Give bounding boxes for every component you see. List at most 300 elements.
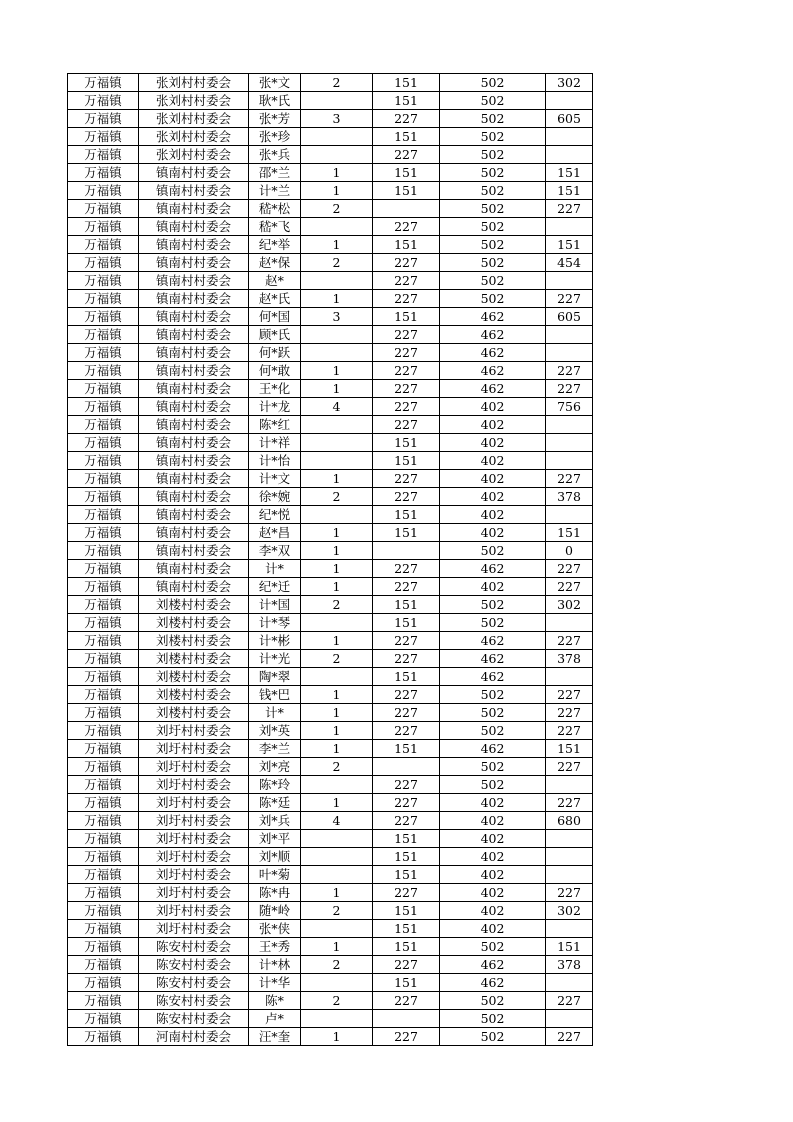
count-cell: [301, 776, 373, 794]
count-cell: [301, 92, 373, 110]
count-cell: [301, 146, 373, 164]
amount-a-cell: 227: [373, 632, 440, 650]
amount-a-cell: 151: [373, 74, 440, 92]
amount-a-cell: 227: [373, 812, 440, 830]
table-row: [68, 254, 593, 272]
total-cell: 151: [546, 236, 593, 254]
name-cell: 耿*氏: [249, 92, 301, 110]
amount-a-cell: 151: [373, 236, 440, 254]
village-committee-cell: 陈安村村委会: [139, 992, 249, 1010]
name-cell: 计*文: [249, 470, 301, 488]
town-cell: 万福镇: [68, 704, 139, 722]
amount-b-cell: 402: [440, 866, 546, 884]
amount-a-cell: 151: [373, 866, 440, 884]
count-cell: 2: [301, 254, 373, 272]
table-row: [68, 758, 593, 776]
total-cell: 454: [546, 254, 593, 272]
count-cell: 1: [301, 578, 373, 596]
town-cell: 万福镇: [68, 434, 139, 452]
table-row: [68, 578, 593, 596]
name-cell: 嵇*松: [249, 200, 301, 218]
amount-a-cell: [373, 200, 440, 218]
name-cell: 计*兰: [249, 182, 301, 200]
village-committee-cell: 刘圩村村委会: [139, 866, 249, 884]
amount-b-cell: 402: [440, 434, 546, 452]
amount-b-cell: 502: [440, 146, 546, 164]
table-row: [68, 1010, 593, 1028]
amount-a-cell: 151: [373, 668, 440, 686]
count-cell: 1: [301, 884, 373, 902]
amount-b-cell: 402: [440, 902, 546, 920]
table-row: [68, 704, 593, 722]
village-committee-cell: 镇南村村委会: [139, 398, 249, 416]
village-committee-cell: 张刘村村委会: [139, 146, 249, 164]
town-cell: 万福镇: [68, 128, 139, 146]
table-row: [68, 794, 593, 812]
name-cell: 刘*英: [249, 722, 301, 740]
amount-a-cell: 227: [373, 362, 440, 380]
town-cell: 万福镇: [68, 632, 139, 650]
town-cell: 万福镇: [68, 668, 139, 686]
amount-b-cell: 462: [440, 632, 546, 650]
amount-b-cell: 502: [440, 542, 546, 560]
total-cell: [546, 434, 593, 452]
count-cell: [301, 848, 373, 866]
village-committee-cell: 陈安村村委会: [139, 956, 249, 974]
name-cell: 计*龙: [249, 398, 301, 416]
count-cell: [301, 218, 373, 236]
amount-b-cell: 502: [440, 92, 546, 110]
town-cell: 万福镇: [68, 920, 139, 938]
count-cell: 1: [301, 560, 373, 578]
count-cell: [301, 452, 373, 470]
total-cell: 227: [546, 470, 593, 488]
amount-a-cell: 151: [373, 740, 440, 758]
village-committee-cell: 镇南村村委会: [139, 200, 249, 218]
table-row: [68, 308, 593, 326]
name-cell: 赵*氏: [249, 290, 301, 308]
amount-a-cell: 227: [373, 254, 440, 272]
village-committee-cell: 镇南村村委会: [139, 308, 249, 326]
amount-b-cell: 502: [440, 686, 546, 704]
table-row: [68, 956, 593, 974]
town-cell: 万福镇: [68, 200, 139, 218]
name-cell: 赵*昌: [249, 524, 301, 542]
table-row: [68, 506, 593, 524]
town-cell: 万福镇: [68, 650, 139, 668]
amount-b-cell: 462: [440, 956, 546, 974]
amount-a-cell: 151: [373, 164, 440, 182]
amount-a-cell: 151: [373, 128, 440, 146]
total-cell: [546, 416, 593, 434]
village-committee-cell: 刘圩村村委会: [139, 884, 249, 902]
name-cell: 纪*迁: [249, 578, 301, 596]
amount-a-cell: 227: [373, 344, 440, 362]
table-row: [68, 650, 593, 668]
name-cell: 王*化: [249, 380, 301, 398]
name-cell: 汪*奎: [249, 1028, 301, 1046]
amount-b-cell: 462: [440, 974, 546, 992]
name-cell: 计*彬: [249, 632, 301, 650]
total-cell: 378: [546, 650, 593, 668]
name-cell: 刘*平: [249, 830, 301, 848]
name-cell: 刘*亮: [249, 758, 301, 776]
village-committee-cell: 刘圩村村委会: [139, 920, 249, 938]
town-cell: 万福镇: [68, 164, 139, 182]
town-cell: 万福镇: [68, 452, 139, 470]
town-cell: 万福镇: [68, 614, 139, 632]
village-committee-cell: 刘圩村村委会: [139, 902, 249, 920]
village-committee-cell: 镇南村村委会: [139, 380, 249, 398]
town-cell: 万福镇: [68, 866, 139, 884]
town-cell: 万福镇: [68, 236, 139, 254]
name-cell: 刘*兵: [249, 812, 301, 830]
count-cell: [301, 326, 373, 344]
village-committee-cell: 张刘村村委会: [139, 92, 249, 110]
table-row: [68, 110, 593, 128]
amount-a-cell: 227: [373, 488, 440, 506]
table-row: [68, 722, 593, 740]
amount-b-cell: 402: [440, 524, 546, 542]
amount-b-cell: 502: [440, 776, 546, 794]
table-row: [68, 200, 593, 218]
amount-b-cell: 402: [440, 398, 546, 416]
amount-b-cell: 502: [440, 218, 546, 236]
count-cell: [301, 416, 373, 434]
village-committee-cell: 镇南村村委会: [139, 362, 249, 380]
count-cell: 1: [301, 938, 373, 956]
village-committee-cell: 镇南村村委会: [139, 578, 249, 596]
village-committee-cell: 刘圩村村委会: [139, 740, 249, 758]
name-cell: 王*秀: [249, 938, 301, 956]
amount-b-cell: 502: [440, 128, 546, 146]
amount-a-cell: 227: [373, 722, 440, 740]
name-cell: 陈*冉: [249, 884, 301, 902]
table-row: [68, 686, 593, 704]
town-cell: 万福镇: [68, 416, 139, 434]
amount-a-cell: 151: [373, 182, 440, 200]
amount-b-cell: 462: [440, 650, 546, 668]
town-cell: 万福镇: [68, 398, 139, 416]
total-cell: 227: [546, 362, 593, 380]
total-cell: [546, 92, 593, 110]
count-cell: [301, 1010, 373, 1028]
amount-b-cell: 402: [440, 488, 546, 506]
amount-b-cell: 402: [440, 848, 546, 866]
total-cell: 151: [546, 740, 593, 758]
amount-b-cell: 402: [440, 470, 546, 488]
table-row: [68, 128, 593, 146]
total-cell: 227: [546, 632, 593, 650]
amount-a-cell: 227: [373, 776, 440, 794]
count-cell: 2: [301, 956, 373, 974]
village-committee-cell: 镇南村村委会: [139, 506, 249, 524]
count-cell: 2: [301, 596, 373, 614]
town-cell: 万福镇: [68, 776, 139, 794]
table-row: [68, 830, 593, 848]
amount-a-cell: 151: [373, 974, 440, 992]
amount-b-cell: 462: [440, 668, 546, 686]
name-cell: 张*珍: [249, 128, 301, 146]
total-cell: 378: [546, 488, 593, 506]
amount-b-cell: 502: [440, 182, 546, 200]
table-row: [68, 344, 593, 362]
amount-b-cell: 502: [440, 704, 546, 722]
table-row: [68, 596, 593, 614]
count-cell: 1: [301, 182, 373, 200]
name-cell: 陈*玲: [249, 776, 301, 794]
total-cell: 378: [546, 956, 593, 974]
amount-b-cell: 462: [440, 344, 546, 362]
table-row: [68, 920, 593, 938]
town-cell: 万福镇: [68, 956, 139, 974]
town-cell: 万福镇: [68, 596, 139, 614]
total-cell: [546, 848, 593, 866]
count-cell: [301, 344, 373, 362]
town-cell: 万福镇: [68, 146, 139, 164]
town-cell: 万福镇: [68, 488, 139, 506]
amount-a-cell: 151: [373, 524, 440, 542]
town-cell: 万福镇: [68, 74, 139, 92]
town-cell: 万福镇: [68, 524, 139, 542]
total-cell: [546, 614, 593, 632]
count-cell: 1: [301, 470, 373, 488]
table-row: [68, 416, 593, 434]
count-cell: 1: [301, 164, 373, 182]
count-cell: 1: [301, 542, 373, 560]
amount-a-cell: 227: [373, 290, 440, 308]
name-cell: 叶*菊: [249, 866, 301, 884]
name-cell: 张*兵: [249, 146, 301, 164]
amount-a-cell: 227: [373, 398, 440, 416]
name-cell: 计*光: [249, 650, 301, 668]
name-cell: 顾*氏: [249, 326, 301, 344]
amount-b-cell: 402: [440, 830, 546, 848]
amount-b-cell: 502: [440, 164, 546, 182]
town-cell: 万福镇: [68, 992, 139, 1010]
total-cell: 227: [546, 560, 593, 578]
village-committee-cell: 河南村村委会: [139, 1028, 249, 1046]
table-row: [68, 740, 593, 758]
table-row: [68, 884, 593, 902]
total-cell: 151: [546, 164, 593, 182]
amount-b-cell: 502: [440, 200, 546, 218]
count-cell: 1: [301, 632, 373, 650]
name-cell: 计*琴: [249, 614, 301, 632]
village-committee-cell: 张刘村村委会: [139, 110, 249, 128]
amount-b-cell: 502: [440, 596, 546, 614]
name-cell: 陈*红: [249, 416, 301, 434]
amount-a-cell: 151: [373, 506, 440, 524]
village-committee-cell: 刘楼村村委会: [139, 650, 249, 668]
village-committee-cell: 陈安村村委会: [139, 938, 249, 956]
name-cell: 何*敢: [249, 362, 301, 380]
count-cell: [301, 830, 373, 848]
town-cell: 万福镇: [68, 506, 139, 524]
count-cell: 4: [301, 398, 373, 416]
total-cell: [546, 920, 593, 938]
total-cell: [546, 218, 593, 236]
count-cell: 1: [301, 704, 373, 722]
count-cell: [301, 668, 373, 686]
count-cell: 2: [301, 992, 373, 1010]
count-cell: [301, 272, 373, 290]
table-row: [68, 434, 593, 452]
amount-b-cell: 502: [440, 614, 546, 632]
village-committee-cell: 刘楼村村委会: [139, 596, 249, 614]
town-cell: 万福镇: [68, 182, 139, 200]
amount-b-cell: 402: [440, 578, 546, 596]
village-committee-cell: 镇南村村委会: [139, 326, 249, 344]
village-committee-cell: 镇南村村委会: [139, 272, 249, 290]
amount-a-cell: 227: [373, 956, 440, 974]
amount-b-cell: 462: [440, 308, 546, 326]
amount-a-cell: 227: [373, 326, 440, 344]
village-committee-cell: 镇南村村委会: [139, 560, 249, 578]
table-row: [68, 290, 593, 308]
table-row: [68, 992, 593, 1010]
table-row: [68, 866, 593, 884]
village-committee-cell: 镇南村村委会: [139, 344, 249, 362]
village-committee-cell: 镇南村村委会: [139, 524, 249, 542]
village-committee-cell: 镇南村村委会: [139, 236, 249, 254]
amount-a-cell: 227: [373, 146, 440, 164]
name-cell: 李*双: [249, 542, 301, 560]
town-cell: 万福镇: [68, 92, 139, 110]
village-committee-cell: 刘圩村村委会: [139, 848, 249, 866]
amount-b-cell: 502: [440, 290, 546, 308]
total-cell: [546, 830, 593, 848]
amount-a-cell: 151: [373, 938, 440, 956]
count-cell: [301, 974, 373, 992]
table-row: [68, 614, 593, 632]
count-cell: 1: [301, 524, 373, 542]
total-cell: [546, 506, 593, 524]
village-committee-cell: 刘圩村村委会: [139, 776, 249, 794]
amount-b-cell: 502: [440, 1010, 546, 1028]
table-row: [68, 218, 593, 236]
table-row: [68, 146, 593, 164]
village-committee-cell: 张刘村村委会: [139, 74, 249, 92]
table-row: [68, 164, 593, 182]
count-cell: [301, 128, 373, 146]
amount-b-cell: 462: [440, 740, 546, 758]
amount-b-cell: 502: [440, 272, 546, 290]
table-row: [68, 542, 593, 560]
amount-b-cell: 402: [440, 506, 546, 524]
amount-b-cell: 462: [440, 326, 546, 344]
table-row: [68, 668, 593, 686]
table-row: [68, 938, 593, 956]
village-committee-cell: 镇南村村委会: [139, 218, 249, 236]
village-committee-cell: 刘圩村村委会: [139, 758, 249, 776]
town-cell: 万福镇: [68, 722, 139, 740]
table-row: [68, 452, 593, 470]
amount-b-cell: 502: [440, 938, 546, 956]
total-cell: [546, 776, 593, 794]
town-cell: 万福镇: [68, 344, 139, 362]
count-cell: 1: [301, 740, 373, 758]
amount-a-cell: 227: [373, 416, 440, 434]
name-cell: 李*兰: [249, 740, 301, 758]
amount-b-cell: 502: [440, 758, 546, 776]
town-cell: 万福镇: [68, 902, 139, 920]
name-cell: 赵*保: [249, 254, 301, 272]
table-row: [68, 632, 593, 650]
name-cell: 张*文: [249, 74, 301, 92]
town-cell: 万福镇: [68, 794, 139, 812]
amount-a-cell: 227: [373, 110, 440, 128]
name-cell: 计*华: [249, 974, 301, 992]
table-row: [68, 488, 593, 506]
count-cell: 4: [301, 812, 373, 830]
name-cell: 陶*翠: [249, 668, 301, 686]
town-cell: 万福镇: [68, 290, 139, 308]
count-cell: 1: [301, 236, 373, 254]
table-row: [68, 560, 593, 578]
village-committee-cell: 刘楼村村委会: [139, 668, 249, 686]
total-cell: [546, 272, 593, 290]
town-cell: 万福镇: [68, 380, 139, 398]
amount-a-cell: 151: [373, 596, 440, 614]
town-cell: 万福镇: [68, 848, 139, 866]
total-cell: 151: [546, 182, 593, 200]
count-cell: 2: [301, 488, 373, 506]
town-cell: 万福镇: [68, 1010, 139, 1028]
amount-a-cell: 227: [373, 704, 440, 722]
count-cell: 3: [301, 110, 373, 128]
name-cell: 张*侠: [249, 920, 301, 938]
count-cell: 2: [301, 200, 373, 218]
total-cell: 227: [546, 200, 593, 218]
total-cell: 302: [546, 596, 593, 614]
total-cell: [546, 344, 593, 362]
amount-b-cell: 502: [440, 722, 546, 740]
town-cell: 万福镇: [68, 938, 139, 956]
count-cell: 2: [301, 758, 373, 776]
total-cell: 0: [546, 542, 593, 560]
table-row: [68, 272, 593, 290]
name-cell: 嵇*飞: [249, 218, 301, 236]
amount-b-cell: 402: [440, 884, 546, 902]
name-cell: 计*: [249, 560, 301, 578]
count-cell: 1: [301, 380, 373, 398]
total-cell: 302: [546, 902, 593, 920]
name-cell: 纪*悦: [249, 506, 301, 524]
village-committee-cell: 镇南村村委会: [139, 254, 249, 272]
amount-b-cell: 402: [440, 794, 546, 812]
table-row: [68, 1028, 593, 1046]
table-row: [68, 848, 593, 866]
village-committee-cell: 刘圩村村委会: [139, 830, 249, 848]
amount-a-cell: 151: [373, 434, 440, 452]
amount-a-cell: 227: [373, 578, 440, 596]
amount-a-cell: 227: [373, 380, 440, 398]
amount-a-cell: 151: [373, 614, 440, 632]
amount-b-cell: 402: [440, 452, 546, 470]
amount-a-cell: 227: [373, 218, 440, 236]
total-cell: 680: [546, 812, 593, 830]
total-cell: [546, 452, 593, 470]
table-row: [68, 524, 593, 542]
amount-a-cell: 227: [373, 650, 440, 668]
total-cell: 227: [546, 884, 593, 902]
table-body: [68, 74, 593, 1046]
village-committee-cell: 刘楼村村委会: [139, 686, 249, 704]
name-cell: 邵*兰: [249, 164, 301, 182]
table-row: [68, 362, 593, 380]
name-cell: 徐*婉: [249, 488, 301, 506]
